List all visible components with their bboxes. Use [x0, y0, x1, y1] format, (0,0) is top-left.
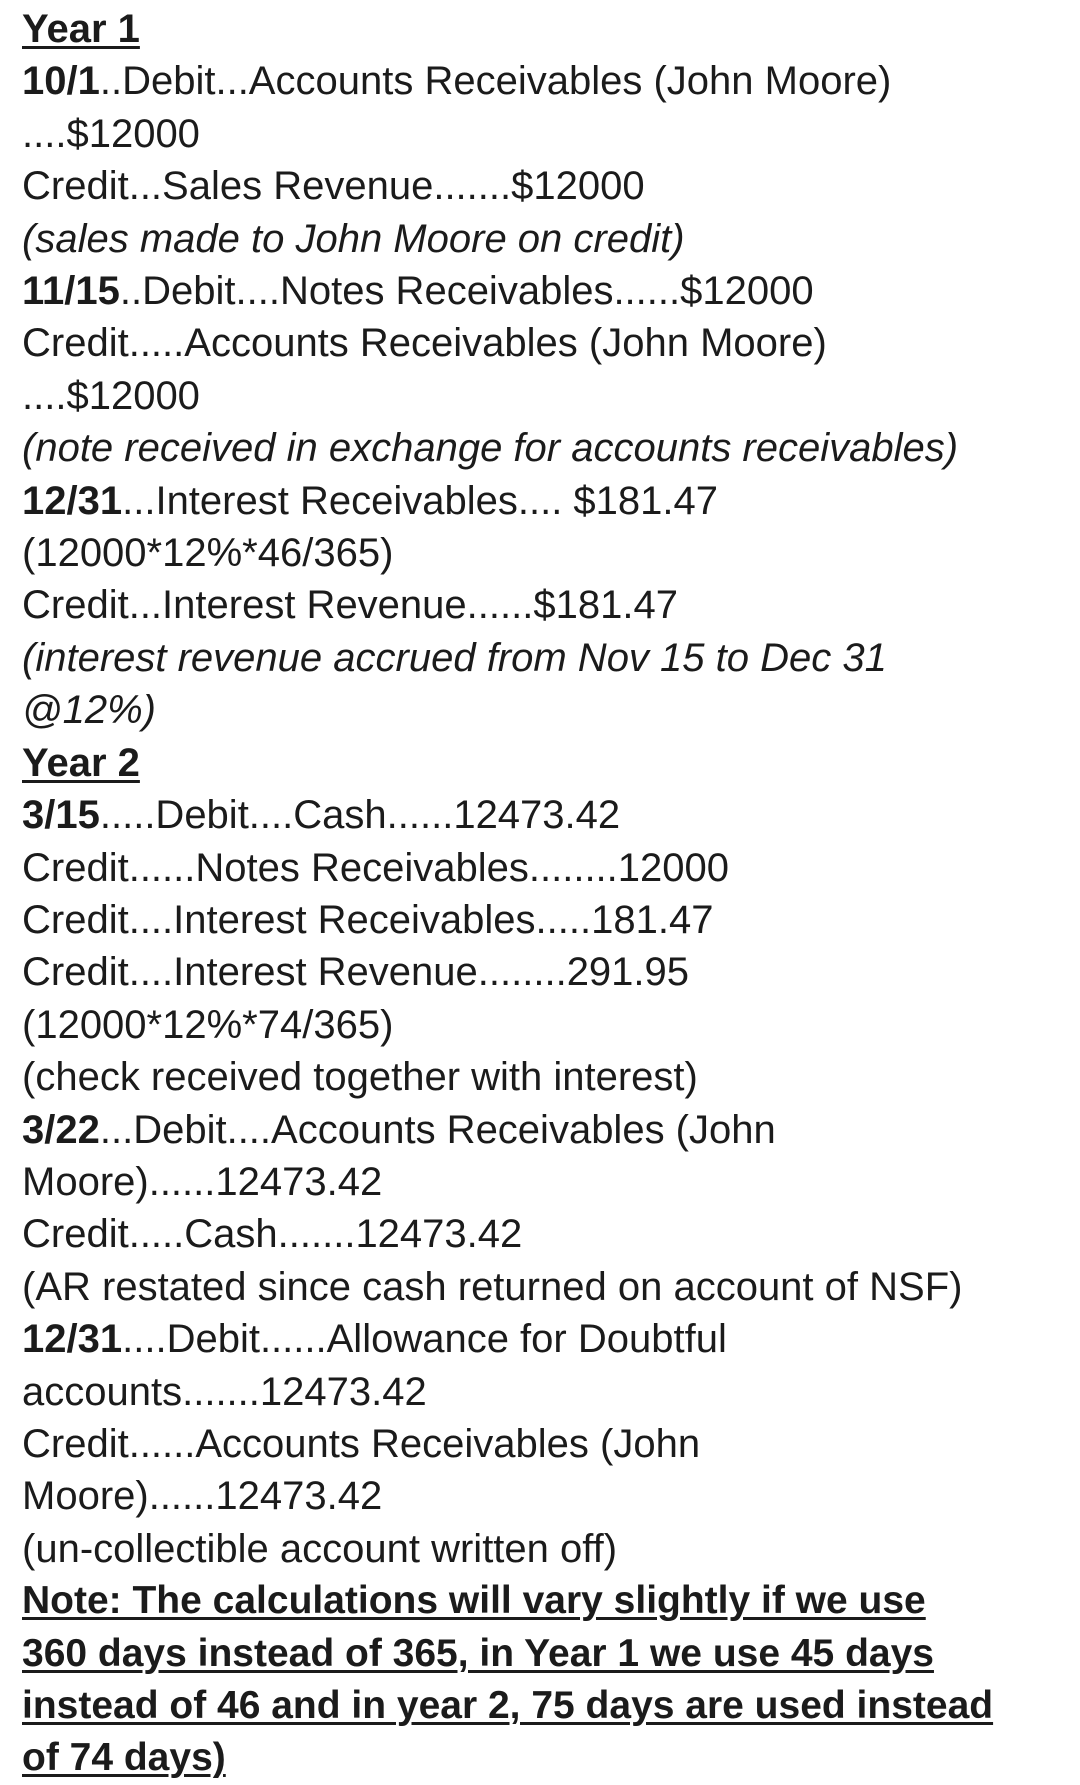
entry-11-15-line2: Credit.....Accounts Receivables (John Moore)	[22, 321, 827, 366]
entry-3-15-line3: Credit....Interest Receivables.....181.47	[22, 897, 714, 942]
footer-note-line1: Note: The calculations will vary slightly if we use	[22, 1579, 926, 1623]
footer-note-line3: instead of 46 and in year 2, 75 days are used instead	[22, 1684, 994, 1727]
entry-3-22-note: (AR restated since cash returned on account of NSF)	[22, 1264, 963, 1309]
entry-3-15-line5: (12000*12%*74/365)	[22, 1002, 394, 1047]
entry-12-31-line1	[22, 475, 1042, 527]
entry-10-1-line3: Credit...Sales Revenue.......$12000	[22, 164, 645, 209]
entry-3-15-line1	[22, 789, 1042, 841]
entry-12-31-line3: Credit...Interest Revenue......$181.47	[22, 583, 678, 628]
entry-12-31-line2: (12000*12%*46/365)	[22, 531, 394, 576]
entry-date: 12/31	[22, 478, 123, 523]
entry-12-31-note-line1: (interest revenue accrued from Nov 15 to Dec 31	[22, 635, 887, 680]
entry-11-15-line3: ....$12000	[22, 373, 200, 418]
entry-date: 3/15	[22, 793, 100, 838]
entry-text: ...Interest Receivables.... $181.47	[122, 478, 719, 523]
entry-text: ....Debit......Allowance for Doubtful	[122, 1317, 727, 1362]
entry-3-22-line1	[22, 1104, 1042, 1156]
entry-12-31-note-line2: @12%)	[22, 688, 156, 733]
entry-text: ..Debit....Notes Receivables......$12000	[119, 269, 814, 314]
entry-3-22-line2: Moore)......12473.42	[22, 1159, 383, 1204]
entry-12-31-y2-line4: Moore)......12473.42	[22, 1474, 383, 1519]
entry-3-15-line2: Credit......Notes Receivables........12000	[22, 845, 730, 890]
entry-date: 11/15	[22, 269, 120, 314]
footer-note-line4: of 74 days)	[22, 1736, 226, 1780]
footer-note-line2: 360 days instead of 365, in Year 1 we use 45 days	[22, 1631, 934, 1675]
entry-10-1-line1	[22, 55, 1042, 107]
entry-3-22-line3: Credit.....Cash.......12473.42	[22, 1212, 523, 1257]
entry-3-15-line4: Credit....Interest Revenue........291.95	[22, 950, 690, 995]
entry-date: 12/31	[22, 1317, 123, 1362]
entry-text: .....Debit....Cash......12473.42	[99, 793, 621, 838]
entry-10-1-line2: ....$12000	[22, 111, 200, 156]
entry-text: ...Debit....Accounts Receivables (John	[99, 1107, 776, 1152]
entry-12-31-y2-line1	[22, 1313, 1042, 1365]
entry-date: 10/1	[22, 59, 100, 104]
entry-3-15-note: (check received together with interest)	[22, 1055, 698, 1100]
entry-text: ..Debit...Accounts Receivables (John Moore)	[99, 59, 892, 104]
entry-12-31-y2-note: (un-collectible account written off)	[22, 1526, 618, 1571]
entry-11-15-note: (note received in exchange for accounts receivables)	[22, 426, 959, 471]
entry-10-1-note: (sales made to John Moore on credit)	[22, 216, 685, 261]
entry-12-31-y2-line3: Credit......Accounts Receivables (John	[22, 1421, 701, 1466]
year1-heading: Year 1	[22, 7, 140, 51]
year2-heading: Year 2	[22, 740, 140, 785]
entry-12-31-y2-line2: accounts.......12473.42	[22, 1369, 427, 1414]
entry-11-15-line1	[22, 265, 1042, 317]
entry-date: 3/22	[22, 1107, 100, 1152]
